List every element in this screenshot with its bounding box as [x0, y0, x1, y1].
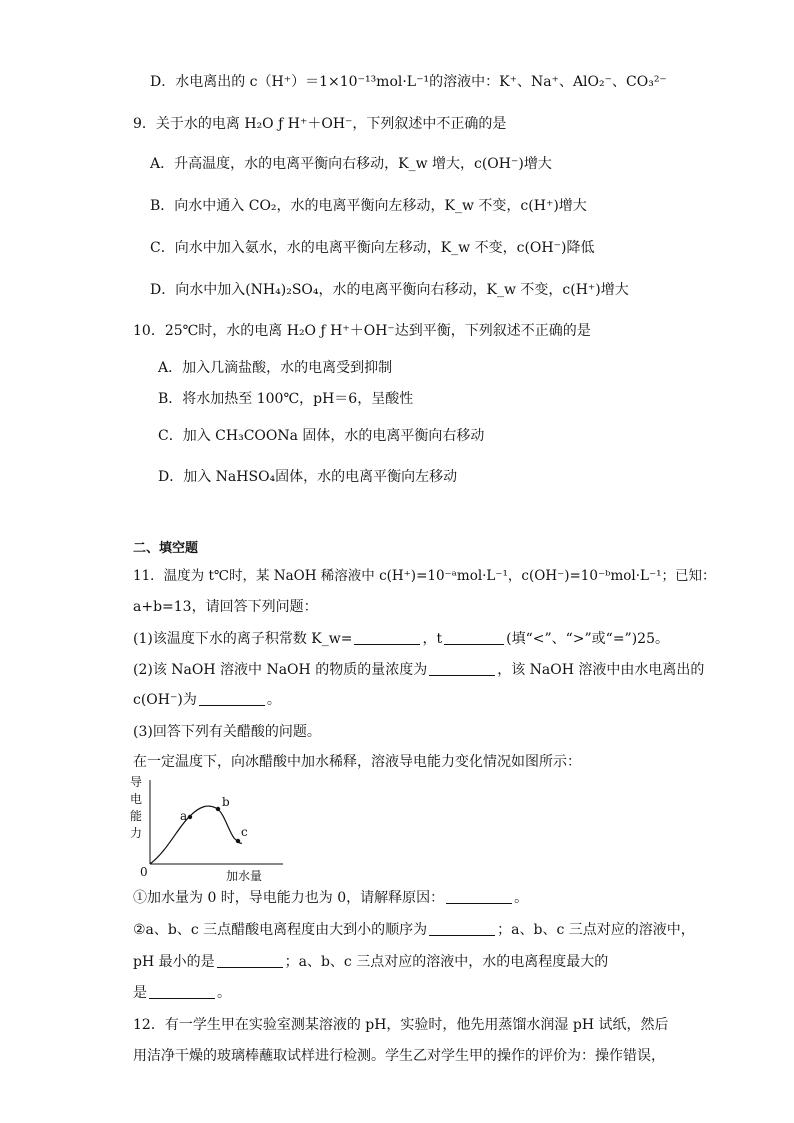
- answer-blank-lowest-ph[interactable]: [217, 953, 283, 968]
- q11-part3: (3)回答下列有关醋酸的问题。: [133, 724, 321, 740]
- q11-sub2-text-d: ；a、b、c 三点对应的溶液中，水的电离程度最大的: [284, 954, 609, 970]
- graph-curve: [150, 806, 242, 864]
- q11-part2-line1: [133, 660, 704, 680]
- answer-blank-naoh-conc[interactable]: [429, 661, 495, 676]
- answer-blank-t[interactable]: [444, 630, 504, 645]
- q11-part1-text-b: ，t: [422, 631, 443, 647]
- graph-label-b: b: [222, 795, 230, 809]
- answer-blank-water-oh[interactable]: [199, 691, 265, 706]
- q11-sub2-line1: [133, 920, 695, 940]
- graph-origin: 0: [140, 865, 148, 879]
- q9-option-b: B．向水中通入 CO₂，水的电离平衡向左移动，K_w 不变，c(H⁺)增大: [150, 198, 587, 214]
- q11-stem-line2: a+b=13，请回答下列问题：: [133, 599, 318, 615]
- q10-option-c: C．加入 CH₃COONa 固体，水的电离平衡向右移动: [158, 428, 485, 444]
- q11-part1: [133, 629, 669, 649]
- q12-line1: 12．有一学生甲在实验室测某溶液的 pH，实验时，他先用蒸馏水润湿 pH 试纸，然后: [133, 1017, 669, 1033]
- q11-part2-text-d: 。: [266, 692, 281, 708]
- answer-blank-reason[interactable]: [446, 889, 512, 904]
- q11-part1-text-a: (1)该温度下水的离子积常数 K_w=: [133, 631, 353, 647]
- q11-part2-text-a: (2)该 NaOH 溶液中 NaOH 的物质的量浓度为: [133, 662, 428, 678]
- q11-sub2-text-a: ②a、b、c 三点醋酸电离程度由大到小的顺序为: [133, 922, 428, 938]
- q11-part3-intro: 在一定温度下，向冰醋酸中加水稀释，溶液导电能力变化情况如图所示：: [133, 754, 581, 770]
- graph-ylabel-4: 力: [130, 826, 143, 840]
- q11-sub2-text-f: 。: [217, 985, 231, 1001]
- q11-stem-line1: 11．温度为 t℃时，某 NaOH 稀溶液中 c(H⁺)=10⁻ᵃmol·L⁻¹，c(OH⁻)=10⁻ᵇmol·L⁻¹；已知：: [133, 568, 716, 584]
- q11-part2-text-b: ，该 NaOH 溶液中由水电离出的: [497, 662, 705, 678]
- q11-sub2-text-c: pH 最小的是: [133, 954, 215, 970]
- q9-option-d: D．向水中加入(NH₄)₂SO₄，水的电离平衡向右移动，K_w 不变，c(H⁺)增大: [150, 282, 629, 298]
- graph-label-c: c: [241, 825, 248, 839]
- q9-option-c: C．向水中加入氨水，水的电离平衡向左移动，K_w 不变，c(OH⁻)降低: [150, 240, 595, 256]
- q12-line2: 用洁净干燥的玻璃棒蘸取试样进行检测。学生乙对学生甲的操作的评价为：操作错误，: [133, 1048, 665, 1064]
- q10-option-a: A．加入几滴盐酸，水的电离受到抑制: [158, 360, 393, 376]
- q11-sub1-text-a: ①加水量为 0 时，导电能力也为 0，请解释原因：: [133, 890, 445, 906]
- graph-ylabel-3: 能: [130, 809, 143, 823]
- answer-blank-kw[interactable]: [354, 630, 420, 645]
- q9-option-a: A．升高温度，水的电离平衡向右移动，K_w 增大，c(OH⁻)增大: [150, 156, 552, 172]
- conductivity-graph: [128, 772, 288, 884]
- q8-option-d: D．水电离出的 c（H⁺）＝1×10⁻¹³mol·L⁻¹的溶液中：K⁺、Na⁺、AlO₂⁻、CO₃²⁻: [150, 74, 667, 90]
- q11-part1-text-c: (填“<”、“>”或“=”)25。: [506, 631, 669, 647]
- q11-sub2-line2: [133, 952, 608, 972]
- q10-option-d: D．加入 NaHSO₄固体，水的电离平衡向左移动: [158, 469, 458, 485]
- q11-sub1-text-b: 。: [514, 890, 529, 906]
- q11-part2-line2: [133, 690, 281, 710]
- graph-point-c: [236, 839, 240, 843]
- q10-stem: 10．25℃时，水的电离 H₂O ƒ H⁺＋OH⁻达到平衡，下列叙述不正确的是: [133, 323, 591, 339]
- graph-ylabel-1: 导: [130, 775, 143, 789]
- answer-blank-max-water-ionization[interactable]: [149, 984, 215, 999]
- graph-point-a: [188, 815, 192, 819]
- q11-sub2-line3: [133, 983, 231, 1003]
- section-title: 二、填空题: [133, 541, 199, 556]
- graph-label-a: a: [180, 809, 188, 823]
- q11-sub1: [133, 888, 528, 908]
- graph-ylabel-2: 电: [130, 792, 143, 806]
- answer-blank-order[interactable]: [429, 921, 495, 936]
- q10-option-b: B．将水加热至 100℃，pH＝6，呈酸性: [158, 391, 414, 407]
- q11-part2-text-c: c(OH⁻)为: [133, 692, 197, 708]
- q11-sub2-text-e: 是: [133, 985, 147, 1001]
- graph-point-b: [216, 807, 220, 811]
- q11-sub2-text-b: ；a、b、c 三点对应的溶液中，: [497, 922, 695, 938]
- q9-stem: 9．关于水的电离 H₂O ƒ H⁺＋OH⁻，下列叙述中不正确的是: [133, 116, 507, 132]
- graph-xlabel: 加水量: [226, 869, 263, 883]
